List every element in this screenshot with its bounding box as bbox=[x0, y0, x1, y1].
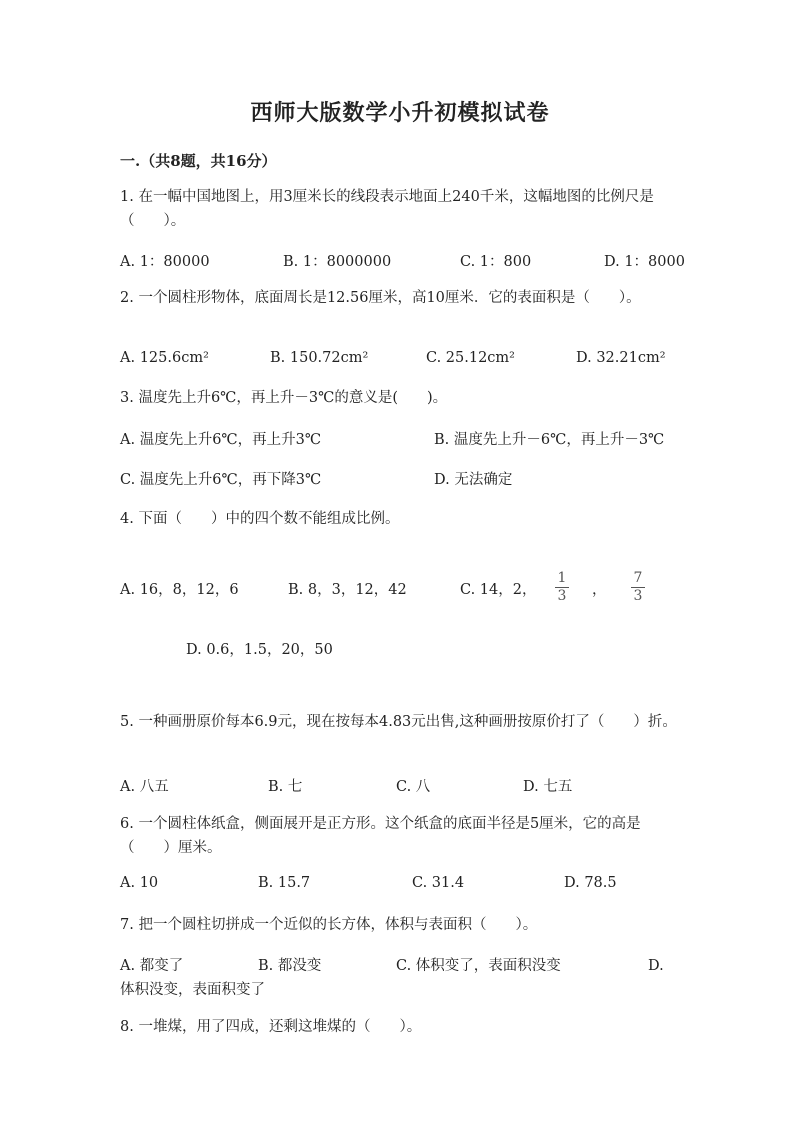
question-1-option-c[interactable]: C. 1：800 bbox=[460, 254, 532, 270]
question-5-option-b[interactable]: B. 七 bbox=[268, 779, 303, 795]
question-3-option-a[interactable]: A. 温度先上升6℃，再上升3℃ bbox=[120, 432, 322, 448]
question-6-option-c[interactable]: C. 31.4 bbox=[412, 875, 465, 891]
question-4-option-a[interactable]: A. 16，8，12，6 bbox=[120, 582, 239, 598]
question-7-stem: 7. 把一个圆柱切拼成一个近似的长方体，体积与表面积（ ）。 bbox=[120, 917, 538, 933]
question-7-option-a[interactable]: A. 都变了 bbox=[120, 958, 184, 974]
question-6-option-a[interactable]: A. 10 bbox=[120, 875, 159, 891]
question-5-option-c[interactable]: C. 八 bbox=[396, 779, 431, 795]
question-7-option-b[interactable]: B. 都没变 bbox=[258, 958, 322, 974]
question-4-option-b[interactable]: B. 8，3，12，42 bbox=[288, 582, 407, 598]
question-7-option-c[interactable]: C. 体积变了，表面积没变 bbox=[396, 958, 561, 974]
question-7-option-d[interactable]: D. 体积没变，表面积变了 bbox=[120, 958, 664, 998]
question-2-option-d[interactable]: D. 32.21cm² bbox=[576, 350, 666, 366]
question-2-option-c[interactable]: C. 25.12cm² bbox=[426, 350, 515, 366]
question-5-option-d[interactable]: D. 七五 bbox=[523, 779, 573, 795]
question-1-option-b[interactable]: B. 1：8000000 bbox=[283, 254, 392, 270]
question-5-option-a[interactable]: A. 八五 bbox=[120, 779, 169, 795]
question-1-stem: 1. 在一幅中国地图上，用3厘米长的线段表示地面上240千米，这幅地图的比例尺是（ ）。 bbox=[120, 189, 654, 229]
question-2-stem: 2. 一个圆柱形物体，底面周长是12.56厘米，高10厘米．它的表面积是（ ）。 bbox=[120, 290, 641, 306]
fraction-denominator: 3 bbox=[557, 588, 567, 604]
page-title: 西师大版数学小升初模拟试卷 bbox=[250, 100, 550, 126]
question-6-option-d[interactable]: D. 78.5 bbox=[564, 875, 617, 891]
question-5-stem: 5. 一种画册原价每本6.9元，现在按每本4.83元出售,这种画册按原价打了（ ）折。 bbox=[120, 714, 677, 730]
question-2-option-b[interactable]: B. 150.72cm² bbox=[270, 350, 369, 366]
fraction-numerator: 7 bbox=[633, 570, 643, 586]
question-1-option-a[interactable]: A. 1：80000 bbox=[120, 254, 210, 270]
question-3-option-b[interactable]: B. 温度先上升－6℃，再上升－3℃ bbox=[434, 432, 665, 448]
fraction-denominator: 3 bbox=[633, 588, 643, 604]
question-3-option-c[interactable]: C. 温度先上升6℃，再下降3℃ bbox=[120, 472, 322, 488]
question-3-stem: 3. 温度先上升6℃，再上升－3℃的意义是( )。 bbox=[120, 390, 448, 406]
question-2-option-a[interactable]: A. 125.6cm² bbox=[120, 350, 209, 366]
fraction-separator: ， bbox=[592, 582, 607, 598]
question-6-stem: 6. 一个圆柱体纸盒，侧面展开是正方形。这个纸盒的底面半径是5厘米，它的高是（ ）厘米。 bbox=[120, 816, 641, 856]
question-6-option-b[interactable]: B. 15.7 bbox=[258, 875, 311, 891]
fraction-numerator: 1 bbox=[557, 570, 567, 586]
question-4-option-d[interactable]: D. 0.6，1.5，20，50 bbox=[186, 642, 333, 658]
question-4-option-c[interactable]: C. 14，2， bbox=[460, 582, 537, 598]
question-8-stem: 8. 一堆煤，用了四成，还剩这堆煤的（ ）。 bbox=[120, 1019, 422, 1035]
question-3-option-d[interactable]: D. 无法确定 bbox=[434, 472, 513, 488]
fraction-one-third bbox=[555, 571, 569, 604]
section-heading: 一.（共8题，共16分） bbox=[120, 152, 277, 170]
question-4-stem: 4. 下面（ ）中的四个数不能组成比例。 bbox=[120, 511, 400, 527]
question-1-option-d[interactable]: D. 1：8000 bbox=[604, 254, 685, 270]
fraction-seven-thirds bbox=[631, 571, 645, 604]
